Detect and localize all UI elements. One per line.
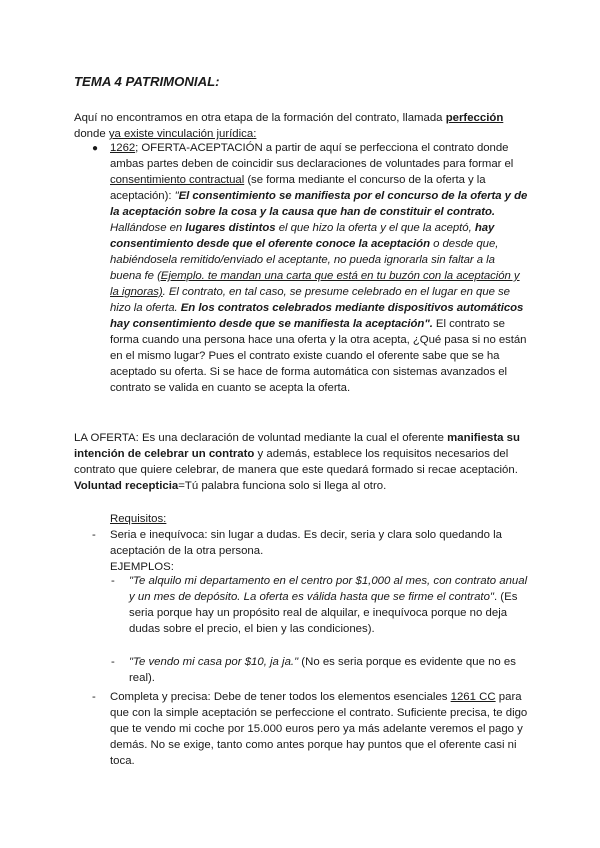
example-1-note: . (Es seria porque hay un propósito real de alquilar, e inequívoca porque no deja dudas sobre el precio, el bien y las condiciones). (129, 591, 518, 635)
vinculacion-phrase: ya existe vinculación jurídica: (108, 128, 257, 140)
legal-quote-italic-3: o desde que, habiéndosela remitido/enviado el aceptante, no pueda ignorarla sin faltar a la buena fe (110, 238, 499, 282)
requisito-seria-text: Seria e inequívoca: sin lugar a dudas. Es decir, seria y clara solo quedando la aceptación de la otra persona. (110, 529, 502, 557)
dash-bullet-1: - (92, 529, 96, 541)
ejemplos-label: EJEMPLOS: (110, 561, 174, 573)
consentimiento-term: consentimiento contractual (110, 174, 245, 186)
dash-bullet-2: - (92, 691, 96, 703)
bullet-1262 (110, 140, 528, 396)
example-2-quote: "Te vendo mi casa por $10, ja ja." (129, 656, 299, 668)
intro-text-2: donde (74, 128, 109, 140)
article-1262: 1262 (110, 142, 136, 154)
example-1-quote: "Te alquilo mi departamento en el centro por $1,000 al mes, con contrato anual y un mes de depósito. La oferta es válida hasta que se firme el contrato" (129, 575, 528, 603)
bullet-text-1: ; OFERTA-ACEPTACIÓN a partir de aquí se perfecciona el contrato donde ambas partes deben de coincidir sus declaraciones de voluntades para formar el (110, 142, 514, 170)
legal-quote-italic-2: el que hizo la oferta y el que la aceptó, (275, 222, 475, 234)
legal-quote-bold: El consentimiento se manifiesta por el concurso de la oferta y de la aceptación sobre la cosa y la causa que han de constituir el contrato. (110, 190, 528, 218)
perfeccion-term: perfección (445, 112, 504, 124)
requisito-completa-text: Completa y precisa: Debe de tener todos los elementos esenciales (110, 691, 451, 703)
dash-sub-2: - (111, 656, 115, 668)
requisitos-label: Requisitos: (110, 513, 167, 525)
quote-open: " (174, 190, 179, 202)
bullet-text-3: (se forma mediante el concurso de la oferta y la aceptación): (110, 174, 486, 202)
bullet-explanation: El contrato se forma cuando una persona hace una oferta y la otra acepta, ¿Qué pasa si no están en el mismo lugar? Pues el contrato existe cuando el oferente sabe que se ha aceptado su oferta. Si se hace de forma automática con sistemas avanzados el contrato se valida en cuanto se acepta la oferta. (110, 318, 527, 394)
legal-quote-italic-1: Hallándose en (110, 222, 186, 234)
example-1 (111, 573, 529, 637)
article-1261: 1261 CC (450, 691, 496, 703)
consentimiento-conoce: hay consentimiento desde que el oferente conoce la aceptación (110, 222, 495, 250)
example-carta: (Ejemplo. te mandan una carta que está en tu buzón con la aceptación y la ignoras) (110, 270, 520, 298)
requisitos-heading (110, 511, 166, 527)
page-title: TEMA 4 PATRIMONIAL: (74, 74, 220, 89)
dispositivos-automaticos: En los contratos celebrados mediante dispositivos automáticos hay consentimiento desde que se manifiesta la aceptación". (110, 302, 524, 330)
intro-text: Aquí no encontramos en otra etapa de la formación del contrato, llamada (74, 112, 446, 124)
bullet-dot-icon: ● (92, 143, 99, 154)
oferta-paragraph (74, 430, 534, 494)
oferta-text-5: =Tú palabra funciona solo si llega al otro. (178, 480, 387, 492)
voluntad-recepticia: Voluntad recepticia (74, 480, 179, 492)
requisito-seria (110, 527, 530, 575)
example-2 (111, 654, 529, 686)
requisito-completa (110, 689, 530, 769)
intro-paragraph (74, 110, 534, 142)
oferta-text-1: LA OFERTA: Es una declaración de voluntad mediante la cual el oferente (74, 432, 448, 444)
lugares-distintos: lugares distintos (185, 222, 276, 234)
oferta-text-3: y además, establece los requisitos necesarios del contrato que quiere celebrar, de manera que este quedará formado si recae aceptación. (74, 448, 518, 476)
manifiesta-intencion: manifiesta su intención de celebrar un contrato (74, 432, 520, 460)
legal-quote-italic-4: . El contrato, en tal caso, se presume celebrado en el lugar en que se hizo la oferta. (110, 286, 510, 314)
example-2-note: (No es seria porque es evidente que no es real). (129, 656, 516, 684)
dash-sub-1: - (111, 575, 115, 587)
requisito-completa-text-2: para que con la simple aceptación se perfeccione el contrato. Suficiente precisa, te digo que te vendo mi coche por 15.000 euros pero ya más adelante veremos el pago y demás. No se exige, tanto como antes porque hay puntos que el oferente casi ni toca. (110, 691, 528, 767)
